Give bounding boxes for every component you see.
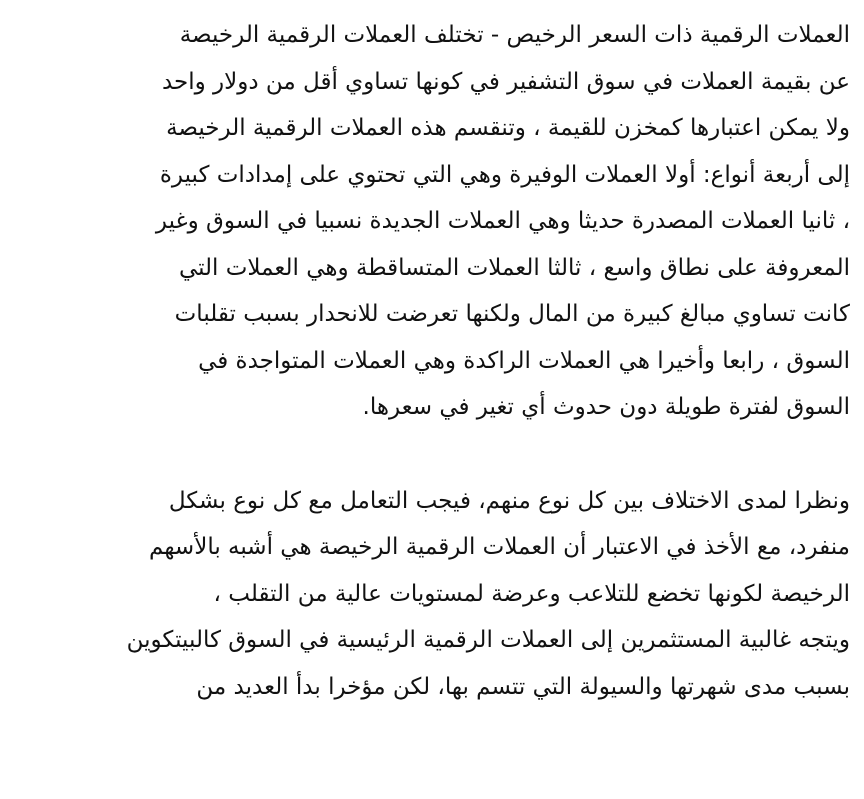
- article-body: [50, 12, 850, 710]
- text-line: ولا يمكن اعتبارها كمخزن للقيمة ، وتنقسم هذه العملات الرقمية الرخيصة: [166, 115, 850, 141]
- text-line: عن بقيمة العملات في سوق التشفير في كونها تساوي أقل من دولار واحد: [161, 68, 850, 95]
- text-line: كانت تساوي مبالغ كبيرة من المال ولكنها تعرضت للانحدار بسبب تقلبات: [174, 301, 850, 327]
- paragraph-investor-behavior: [50, 478, 850, 711]
- text-line: منفرد، مع الأخذ في الاعتبار أن العملات الرقمية الرخيصة هي أشبه بالأسهم: [149, 534, 850, 560]
- text-line: الرخيصة لكونها تخضع للتلاعب وعرضة لمستويات عالية من التقلب ،: [213, 580, 850, 607]
- text-line: ونظرا لمدى الاختلاف بين كل نوع منهم، فيجب التعامل مع كل نوع بشكل: [168, 487, 850, 514]
- text-line: إلى أربعة أنواع: أولا العملات الوفيرة وهي التي تحتوي على إمدادات كبيرة: [159, 161, 850, 188]
- text-line: السوق لفترة طويلة دون حدوث أي تغير في سعرها.: [362, 394, 850, 420]
- text-line: ، ثانيا العملات المصدرة حديثا وهي العملات الجديدة نسبيا في السوق وغير: [155, 208, 850, 234]
- text-line: المعروفة على نطاق واسع ، ثالثا العملات المتساقطة وهي العملات التي: [178, 254, 850, 281]
- text-line: ويتجه غالبية المستثمرين إلى العملات الرقمية الرئيسية في السوق كالبيتكوين: [126, 627, 850, 653]
- paragraph-spacer: [50, 431, 850, 478]
- text-line: العملات الرقمية ذات السعر الرخيص - تختلف العملات الرقمية الرخيصة: [179, 22, 850, 48]
- text-line: السوق ، رابعا وأخيرا هي العملات الراكدة وهي العملات المتواجدة في: [198, 347, 850, 374]
- paragraph-cheap-crypto-types: [50, 12, 850, 431]
- text-line: بسبب مدى شهرتها والسيولة التي تتسم بها، لكن مؤخرا بدأ العديد من: [196, 673, 850, 700]
